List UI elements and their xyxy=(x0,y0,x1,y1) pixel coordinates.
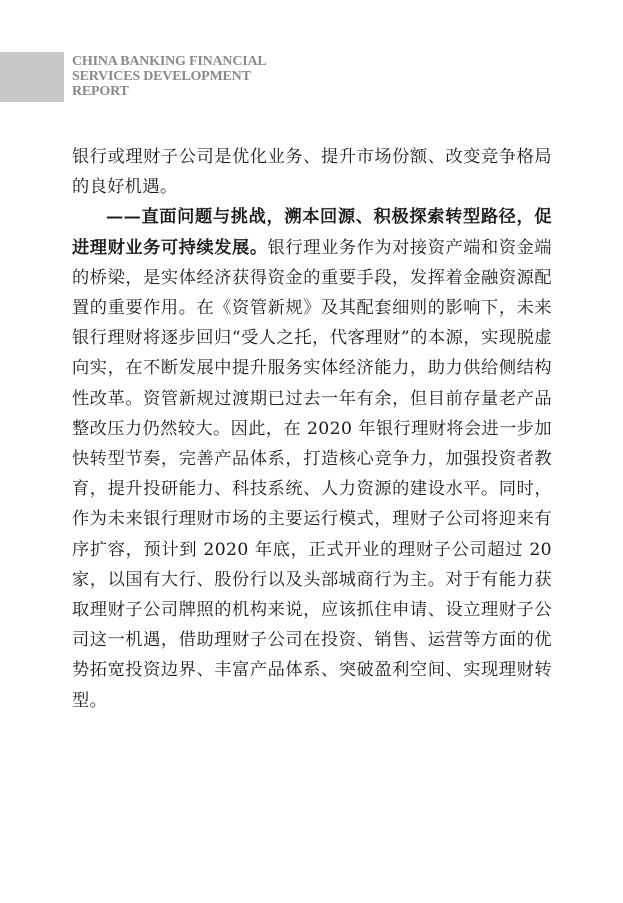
report-series-title xyxy=(72,54,392,99)
paragraph-2 xyxy=(72,202,552,715)
report-title-line-3: REPORT xyxy=(72,84,129,99)
report-title-line-1: CHINA BANKING FINANCIAL xyxy=(72,54,267,69)
header-gray-block xyxy=(0,52,64,102)
paragraph-2-lead: ——直面问题与挑战，溯本回源、积极探索转型路径，促进理财业务可持续发展。 xyxy=(72,207,552,258)
report-title-line-2: SERVICES DEVELOPMENT xyxy=(72,69,251,84)
paragraph-1: 银行或理财子公司是优化业务、提升市场份额、改变竞争格局的良好机遇。 xyxy=(72,147,552,198)
body-text xyxy=(72,142,552,716)
paragraph-2-text: 银行理业务作为对接资产端和资金端的桥梁，是实体经济获得资金的重要手段，发挥着金融资源配置的重要作用。在《资管新规》及其配套细则的影响下，未来银行理财将逐步回归“受人之托，代客理财”的本源，实现脱虚向实，在不断发展中提升服务实体经济能力，助力供给侧结构性改革。资管新规过渡期已过去一年有余，但目前存量老产品整改压力仍然较大。因此，在 2020 年银行理财将会进一步加快转型节奏，完善产品体系，打造核心竞争力，加强投资者教育，提升投研能力、科技系统、人力资源的建设水平。同时，作为未来银行理财市场的主要运行模式，理财子公司将迎来有序扩容，预计到 2020 年底，正式开业的理财子公司超过 20 家，以国有大行、股份行以及头部城商行为主。对于有能力获取理财子公司牌照的机构来说，应该抓住申请、设立理财子公司这一机遇，借助理财子公司在投资、销售、运营等方面的优势拓宽投资边界、丰富产品体系、突破盈利空间、实现理财转型。 xyxy=(72,237,552,711)
